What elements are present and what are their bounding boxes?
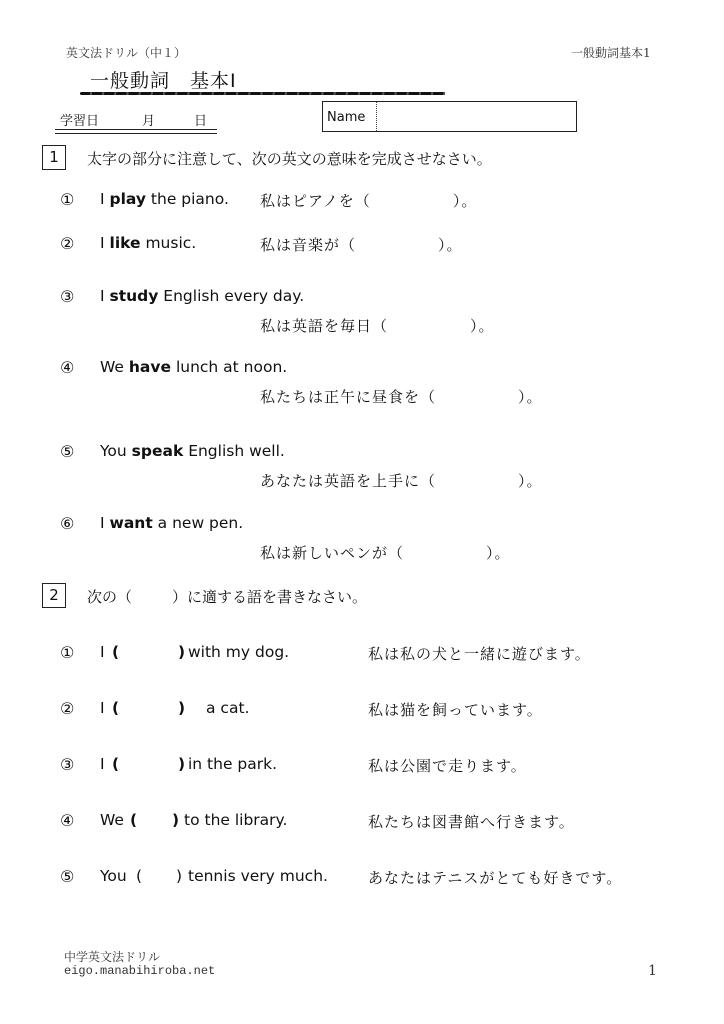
s1-q6-ja-post: ）。 xyxy=(486,544,511,562)
s2-q1-subject: I xyxy=(100,643,105,661)
s1-q5-number: ⑤ xyxy=(60,442,75,461)
s2-q4-japanese: 私たちは図書館へ行きます。 xyxy=(368,813,575,831)
date-underline xyxy=(55,129,217,134)
s1-q2-japanese xyxy=(260,234,463,256)
s1-q2-ja-pre: 私は音楽が（ xyxy=(260,236,357,254)
s1-q5-japanese xyxy=(260,470,543,492)
s1-q2-verb: like xyxy=(109,234,141,252)
s2-q4-rest: to the library. xyxy=(184,811,288,829)
s2-q1-number: ① xyxy=(60,643,75,662)
s1-q1-japanese xyxy=(260,190,477,212)
s2-q5-answer-input[interactable] xyxy=(145,868,177,888)
name-input[interactable] xyxy=(379,104,574,129)
name-label: Name xyxy=(327,110,366,125)
page-title: 一般動詞 基本Ⅰ xyxy=(90,70,237,92)
s1-q5-answer-input[interactable] xyxy=(436,472,518,492)
s1-q2-english xyxy=(100,234,196,252)
s2-q4-subject: We xyxy=(100,811,124,829)
s1-q5-verb: speak xyxy=(131,442,184,460)
section-2-instruction-pre: 次の（ xyxy=(87,588,133,606)
s1-q2-answer-input[interactable] xyxy=(356,236,438,256)
s2-q4-close-paren: ) xyxy=(172,811,180,829)
s1-q3-post: English every day. xyxy=(158,287,305,305)
s1-q1-ja-pre: 私はピアノを（ xyxy=(260,192,371,210)
s2-q2-close-paren: ) xyxy=(178,699,186,717)
series-label: 英文法ドリル（中１） xyxy=(66,46,187,60)
s2-q3-open-paren: ( xyxy=(112,755,120,773)
s1-q3-answer-input[interactable] xyxy=(388,317,470,337)
s2-q4-number: ④ xyxy=(60,811,75,830)
s1-q3-english xyxy=(100,287,304,305)
s1-q5-ja-post: ）。 xyxy=(518,472,543,490)
s2-q3-rest: in the park. xyxy=(188,755,278,773)
s2-q2-rest: a cat. xyxy=(206,699,250,717)
s1-q6-pre: I xyxy=(100,514,110,532)
s1-q4-ja-post: ）。 xyxy=(518,388,543,406)
s1-q2-post: music. xyxy=(140,234,197,252)
section-1-number: 1 xyxy=(42,145,66,170)
s1-q1-post: the piano. xyxy=(146,190,229,208)
section-1-instruction: 太字の部分に注意して、次の英文の意味を完成させなさい。 xyxy=(87,150,492,168)
s1-q2-number: ② xyxy=(60,234,75,253)
s1-q4-post: lunch at noon. xyxy=(171,358,288,376)
s1-q6-verb: want xyxy=(109,514,153,532)
s2-q5-subject: You xyxy=(100,867,127,885)
s1-q1-answer-input[interactable] xyxy=(371,192,453,212)
s2-q3-japanese: 私は公園で走ります。 xyxy=(368,757,527,775)
section-2-instruction-post: ）に適する語を書きなさい。 xyxy=(172,588,368,606)
day-label: 日 xyxy=(194,114,208,129)
s2-q2-subject: I xyxy=(100,699,105,717)
s2-q1-answer-input[interactable] xyxy=(122,644,178,664)
s1-q4-answer-input[interactable] xyxy=(436,388,518,408)
s1-q1-pre: I xyxy=(100,190,110,208)
s1-q6-ja-pre: 私は新しいペンが（ xyxy=(260,544,405,562)
page-number: 1 xyxy=(648,963,657,979)
s1-q5-english xyxy=(100,442,285,460)
s2-q1-close-paren: ) xyxy=(178,643,186,661)
s2-q3-answer-input[interactable] xyxy=(122,756,178,776)
s2-q2-answer-input[interactable] xyxy=(122,700,178,720)
s1-q1-english xyxy=(100,190,229,208)
s2-q4-answer-input[interactable] xyxy=(140,812,174,832)
s2-q1-rest: with my dog. xyxy=(188,643,290,661)
name-box xyxy=(322,101,577,132)
s2-q3-number: ③ xyxy=(60,755,75,774)
s2-q2-open-paren: ( xyxy=(112,699,120,717)
section-2-instruction xyxy=(87,586,367,607)
s2-q2-japanese: 私は猫を飼っています。 xyxy=(368,701,543,719)
s2-q4-open-paren: ( xyxy=(130,811,138,829)
name-divider xyxy=(376,102,377,131)
s1-q6-answer-input[interactable] xyxy=(404,544,486,564)
s1-q4-number: ④ xyxy=(60,358,75,377)
s1-q4-ja-pre: 私たちは正午に昼食を（ xyxy=(260,388,437,406)
s2-q3-close-paren: ) xyxy=(178,755,186,773)
s2-q5-rest: tennis very much. xyxy=(188,867,328,885)
s1-q5-post: English well. xyxy=(183,442,285,460)
section-2-number: 2 xyxy=(42,583,66,608)
s2-q5-japanese: あなたはテニスがとても好きです。 xyxy=(368,869,623,887)
s2-q5-close-paren: ) xyxy=(176,867,183,885)
page-code: 一般動詞基本1 xyxy=(571,46,651,60)
s1-q4-pre: We xyxy=(100,358,129,376)
footer-site: eigo.manabihiroba.net xyxy=(64,964,216,978)
s2-q3-subject: I xyxy=(100,755,105,773)
s1-q4-verb: have xyxy=(128,358,172,376)
s1-q3-ja-pre: 私は英語を毎日（ xyxy=(260,317,389,335)
footer-book-title: 中学英文法ドリル xyxy=(64,950,161,964)
s2-q1-japanese: 私は私の犬と一緒に遊びます。 xyxy=(368,645,591,663)
study-date-label: 学習日 xyxy=(60,114,100,129)
s1-q3-japanese xyxy=(260,315,495,337)
s2-q5-number: ⑤ xyxy=(60,867,75,886)
s1-q1-verb: play xyxy=(109,190,146,208)
s2-q2-number: ② xyxy=(60,699,75,718)
s2-q5-open-paren: ( xyxy=(136,867,143,885)
s1-q6-english xyxy=(100,514,243,532)
s1-q4-english xyxy=(100,358,287,376)
title-underline xyxy=(80,92,445,95)
s1-q3-number: ③ xyxy=(60,287,75,306)
s1-q3-ja-post: ）。 xyxy=(470,317,495,335)
month-label: 月 xyxy=(142,114,156,129)
s1-q5-pre: You xyxy=(100,442,132,460)
s1-q2-ja-post: ）。 xyxy=(438,236,463,254)
s1-q3-verb: study xyxy=(109,287,159,305)
s2-q1-open-paren: ( xyxy=(112,643,120,661)
s1-q1-number: ① xyxy=(60,190,75,209)
s1-q6-japanese xyxy=(260,542,511,564)
s1-q1-ja-post: ）。 xyxy=(452,192,478,210)
s1-q6-post: a new pen. xyxy=(152,514,244,532)
s1-q2-pre: I xyxy=(100,234,110,252)
s1-q5-ja-pre: あなたは英語を上手に（ xyxy=(260,472,437,490)
s1-q4-japanese xyxy=(260,386,543,408)
s1-q6-number: ⑥ xyxy=(60,514,75,533)
s1-q3-pre: I xyxy=(100,287,110,305)
